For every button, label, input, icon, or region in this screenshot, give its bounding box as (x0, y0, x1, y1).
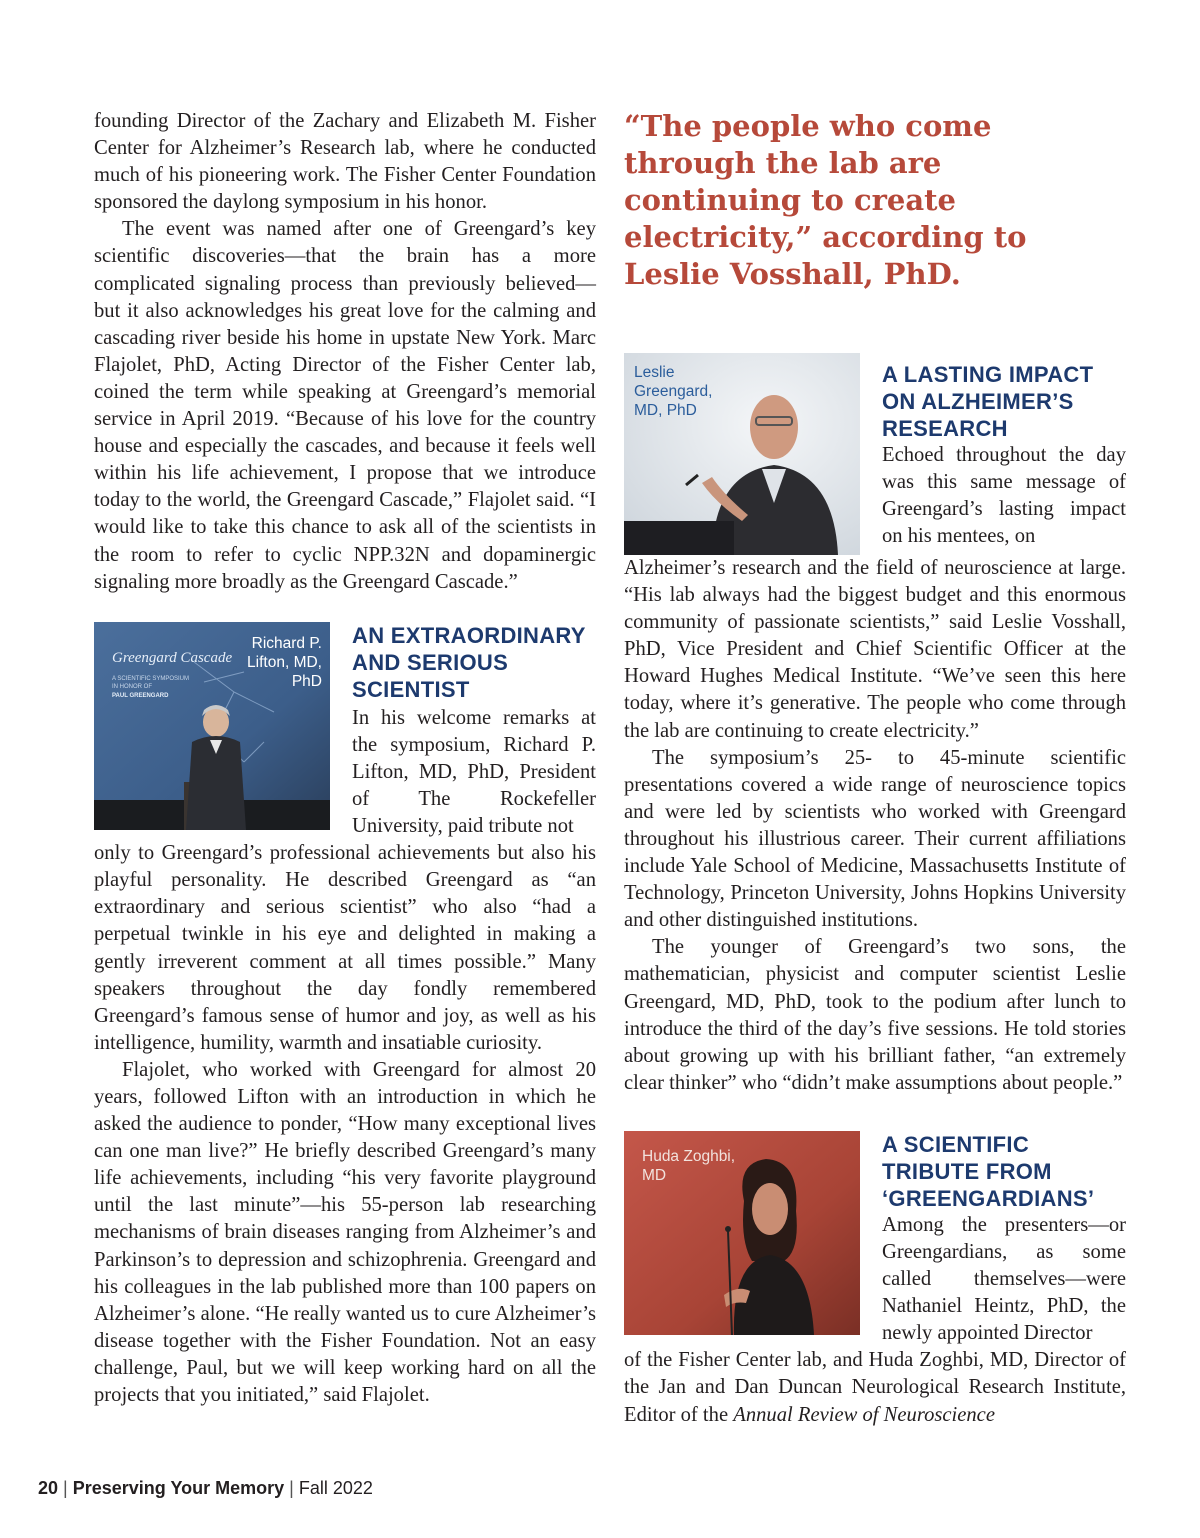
greengard-figure-row (624, 353, 1126, 555)
publication-name: Preserving Your Memory (72, 1478, 285, 1498)
heading-lasting-impact: A LASTING IMPACT ON ALZHEIMER’S RESEARCH (882, 362, 1094, 441)
huda-zoghbi-photo (624, 1131, 860, 1335)
page-footer (38, 1478, 373, 1499)
right-paragraph-4-text: of the Fisher Center lab, and Huda Zoghbi, MD, Director of the Jan and Dan Duncan Neurological Research Institute, Editor of the (624, 1349, 1126, 1426)
right-paragraph-1: Alzheimer’s research and the field of neuroscience at large. “His lab always had the biggest budget and this enormous community of passionate scientists,” said Leslie Vosshall, PhD, Vice President and Chief Scientific Officer at the Howard Hughes Medical Institute. “We’ve seen this here today, where it’s generative. The people who come through the lab are continuing to create electricity.” (624, 557, 1126, 742)
left-column (94, 108, 596, 1409)
zoghbi-side-paragraph: Among the presenters—or Greengardians, as some called themselves—were Nathaniel Heintz, PhD, the newly appointed Director (882, 1213, 1126, 1345)
left-paragraph-3: only to Greengard’s professional achievements but also his playful personality. He described Greengard as “an extraordinary and serious scientist” who also “had a perpetual twinkle in his eye and delighted in making a gently irreverent comment at all times possible.” Many speakers throughout the day fondly remembered Greengard’s famous sense of humor and joy, as well as his intelligence, humility, warmth and insatiable curiosity. (94, 842, 596, 1054)
lifton-side-paragraph: In his welcome remarks at the symposium, Richard P. Lifton, MD, PhD, President of The Rockefeller University, paid tribute not (352, 706, 596, 838)
lifton-caption: Richard P. Lifton, MD, PhD (247, 634, 322, 690)
right-paragraph-3: The younger of Greengard’s two sons, the mathematician, physicist and computer scientist Leslie Greengard, MD, PhD, took to the podium after lunch to introduce the third of the day’s five sessions. He told stories about growing up with his brilliant father, “an extremely clear thinker” who “didn’t make assumptions about people.” (624, 936, 1126, 1094)
footer-separator: | (63, 1478, 73, 1498)
pull-quote: “The people who come through the lab are continuing to create electricity,” according to Leslie Vosshall, PhD. (624, 109, 1027, 291)
huda-zoghbi-caption: Huda Zoghbi, MD (642, 1147, 736, 1184)
leslie-greengard-photo (624, 353, 860, 555)
greengard-side-text (882, 353, 1126, 555)
heading-extraordinary-scientist: AN EXTRAORDINARY AND SERIOUS SCIENTIST (352, 622, 586, 702)
zoghbi-figure-row (624, 1131, 1126, 1347)
slide-line-2: IN HONOR OF (112, 683, 152, 690)
leslie-greengard-caption: Leslie Greengard, MD, PhD (634, 364, 713, 419)
lifton-figure-row (94, 622, 596, 840)
right-paragraph-2: The symposium’s 25- to 45-minute scientific presentations covered a wide range of neuroscience topics and were led by scientists who worked with Greengard throughout his illustrious career. Their current affiliations include Yale School of Medicine, Massachusetts Institute of Technology, Princeton University, Johns Hopkins University and other distinguished institutions. (624, 746, 1126, 932)
issue-date: Fall 2022 (298, 1478, 373, 1498)
left-paragraph-1: founding Director of the Zachary and Elizabeth M. Fisher Center for Alzheimer’s Research lab, where he conducted much of his pioneering work. The Fisher Center Foundation sponsored the daylong symposium in his honor. (94, 110, 596, 214)
footer-separator-2: | (289, 1478, 299, 1498)
slide-line-1: A SCIENTIFIC SYMPOSIUM (112, 675, 190, 682)
slide-line-3: PAUL GREENGARD (112, 692, 169, 699)
greengard-side-paragraph: Echoed throughout the day was this same message of Greengard’s lasting impact on his mentees, on (882, 444, 1126, 548)
left-paragraph-2: The event was named after one of Greengard’s key scientific discoveries—that the brain has a more complicated signaling process than previously believed—but it also acknowledges his great love for the calming and cascading river beside his home in upstate New York. Marc Flajolet, PhD, Acting Director of the Fisher Center lab, coined the term while speaking at Greengard’s memorial service in April 2019. “Because of his love for the country house and especially the cascades, and because it feels well within his life achievement, I propose that we introduce today to the world, the Greengard Cascade,” Flajolet said. “I would like to take this chance to ask all of the scientists in the room to refer to cyclic NPP.32N and dopaminergic signaling more broadly as the Greengard Cascade.” (94, 218, 596, 593)
journal-title: Annual Review of Neuroscience (733, 1403, 995, 1426)
lifton-photo (94, 622, 330, 830)
zoghbi-side-text (882, 1131, 1126, 1347)
heading-scientific-tribute: A SCIENTIFIC TRIBUTE FROM ‘GREENGARDIANS’ (882, 1131, 1095, 1211)
lifton-side-text (352, 622, 596, 840)
page-number: 20 (38, 1478, 59, 1498)
right-column (624, 108, 1126, 1429)
right-paragraph-4 (624, 1347, 1126, 1428)
slide-title: Greengard Cascade (112, 649, 233, 666)
left-paragraph-4: Flajolet, who worked with Greengard for almost 20 years, followed Lifton with an introduction in which he asked the audience to ponder, “How many exceptional lives can one man live?” He briefly described Greengard’s many life achievements, including “his very favorite playground until the last minute”—his 55-person lab researching mechanisms of brain diseases ranging from Alzheimer’s and Parkinson’s to depression and schizophrenia. Greengard and his colleagues in the lab published more than 100 papers on Alzheimer’s alone. “He really wanted us to cure Alzheimer’s disease together with the Fisher Foundation. Not an easy challenge, Paul, but we will keep working hard on all the projects that you initiated,” said Flajolet. (94, 1058, 596, 1407)
